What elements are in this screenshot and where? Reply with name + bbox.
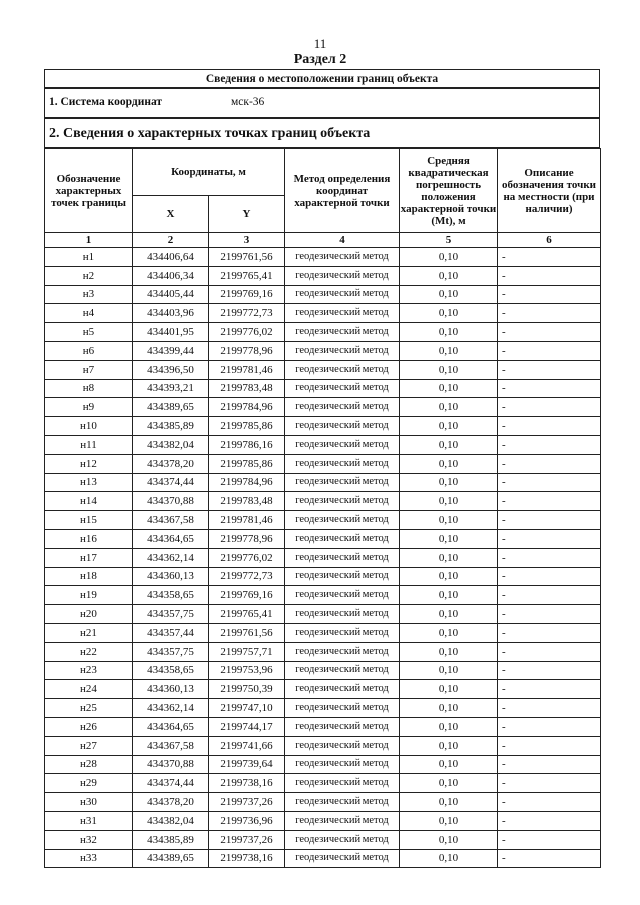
table-row [45,830,601,849]
x-coordinate-cell: 434364,65 [133,529,209,548]
method-cell: геодезический метод [285,492,400,511]
error-cell: 0,10 [400,736,498,755]
table-row [45,793,601,812]
x-coordinate-cell: 434393,21 [133,379,209,398]
method-cell: геодезический метод [285,285,400,304]
error-cell: 0,10 [400,360,498,379]
table-row [45,623,601,642]
table-row [45,548,601,567]
description-cell: - [498,435,601,454]
points-heading-row [44,118,600,148]
x-coordinate-cell: 434367,58 [133,736,209,755]
page-number: 11 [313,36,327,51]
x-coordinate-cell: 434367,58 [133,511,209,530]
method-cell: геодезический метод [285,398,400,417]
x-coordinate-cell: 434358,65 [133,661,209,680]
table-row [45,492,601,511]
header-error: Средняя квадратическая погрешность положения характерной точки (Mt), м [400,149,498,233]
x-coordinate-cell: 434405,44 [133,285,209,304]
y-coordinate-cell: 2199765,41 [209,605,285,624]
point-id-cell: н32 [45,830,133,849]
point-id-cell: н3 [45,285,133,304]
error-cell: 0,10 [400,699,498,718]
method-cell: геодезический метод [285,699,400,718]
y-coordinate-cell: 2199772,73 [209,304,285,323]
method-cell: геодезический метод [285,304,400,323]
y-coordinate-cell: 2199741,66 [209,736,285,755]
table-row [45,699,601,718]
x-coordinate-cell: 434378,20 [133,454,209,473]
table-row [45,586,601,605]
point-id-cell: н30 [45,793,133,812]
column-number: 5 [400,233,498,248]
error-cell: 0,10 [400,793,498,812]
point-id-cell: н2 [45,266,133,285]
table-row [45,473,601,492]
description-cell: - [498,379,601,398]
method-cell: геодезический метод [285,811,400,830]
table-row [45,454,601,473]
table-row [45,417,601,436]
point-id-cell: н18 [45,567,133,586]
point-id-cell: н33 [45,849,133,868]
description-cell: - [498,304,601,323]
x-coordinate-cell: 434401,95 [133,323,209,342]
table-row [45,511,601,530]
y-coordinate-cell: 2199761,56 [209,623,285,642]
x-coordinate-cell: 434389,65 [133,398,209,417]
description-cell: - [498,830,601,849]
description-cell: - [498,680,601,699]
table-row [45,661,601,680]
y-coordinate-cell: 2199761,56 [209,248,285,267]
y-coordinate-cell: 2199781,46 [209,511,285,530]
table-row [45,717,601,736]
description-cell: - [498,248,601,267]
description-cell: - [498,642,601,661]
x-coordinate-cell: 434358,65 [133,586,209,605]
error-cell: 0,10 [400,717,498,736]
y-coordinate-cell: 2199737,26 [209,830,285,849]
y-coordinate-cell: 2199753,96 [209,661,285,680]
y-coordinate-cell: 2199747,10 [209,699,285,718]
error-cell: 0,10 [400,642,498,661]
description-cell: - [498,793,601,812]
point-id-cell: н27 [45,736,133,755]
description-cell: - [498,341,601,360]
description-cell: - [498,323,601,342]
description-cell: - [498,567,601,586]
error-cell: 0,10 [400,529,498,548]
description-cell: - [498,398,601,417]
method-cell: геодезический метод [285,623,400,642]
table-row [45,736,601,755]
x-coordinate-cell: 434382,04 [133,435,209,454]
x-coordinate-cell: 434374,44 [133,473,209,492]
method-cell: геодезический метод [285,266,400,285]
error-cell: 0,10 [400,398,498,417]
description-cell: - [498,699,601,718]
description-cell: - [498,360,601,379]
column-number: 6 [498,233,601,248]
table-row [45,304,601,323]
error-cell: 0,10 [400,285,498,304]
x-coordinate-cell: 434389,65 [133,849,209,868]
point-id-cell: н19 [45,586,133,605]
method-cell: геодезический метод [285,849,400,868]
method-cell: геодезический метод [285,793,400,812]
table-row [45,680,601,699]
coord-system-value: мск-36 [231,96,265,108]
x-coordinate-cell: 434370,88 [133,755,209,774]
description-cell: - [498,623,601,642]
table-row [45,849,601,868]
description-cell: - [498,736,601,755]
description-cell: - [498,285,601,304]
method-cell: геодезический метод [285,341,400,360]
x-coordinate-cell: 434370,88 [133,492,209,511]
method-cell: геодезический метод [285,323,400,342]
point-id-cell: н8 [45,379,133,398]
y-coordinate-cell: 2199757,71 [209,642,285,661]
error-cell: 0,10 [400,548,498,567]
description-cell: - [498,755,601,774]
point-id-cell: н29 [45,774,133,793]
description-cell: - [498,849,601,868]
header-x: X [133,196,209,233]
error-cell: 0,10 [400,511,498,530]
point-id-cell: н21 [45,623,133,642]
table-row [45,642,601,661]
error-cell: 0,10 [400,830,498,849]
error-cell: 0,10 [400,755,498,774]
y-coordinate-cell: 2199765,41 [209,266,285,285]
x-coordinate-cell: 434399,44 [133,341,209,360]
point-id-cell: н23 [45,661,133,680]
point-id-cell: н28 [45,755,133,774]
x-coordinate-cell: 434360,13 [133,680,209,699]
error-cell: 0,10 [400,567,498,586]
y-coordinate-cell: 2199737,26 [209,793,285,812]
description-cell: - [498,661,601,680]
description-cell: - [498,717,601,736]
x-coordinate-cell: 434406,34 [133,266,209,285]
x-coordinate-cell: 434385,89 [133,417,209,436]
description-cell: - [498,266,601,285]
point-id-cell: н7 [45,360,133,379]
error-cell: 0,10 [400,417,498,436]
x-coordinate-cell: 434382,04 [133,811,209,830]
error-cell: 0,10 [400,623,498,642]
x-coordinate-cell: 434357,44 [133,623,209,642]
point-id-cell: н9 [45,398,133,417]
method-cell: геодезический метод [285,680,400,699]
point-id-cell: н24 [45,680,133,699]
point-id-cell: н26 [45,717,133,736]
error-cell: 0,10 [400,435,498,454]
point-id-cell: н12 [45,454,133,473]
point-id-cell: н13 [45,473,133,492]
y-coordinate-cell: 2199738,16 [209,774,285,793]
point-id-cell: н11 [45,435,133,454]
table-row [45,811,601,830]
x-coordinate-cell: 434406,64 [133,248,209,267]
method-cell: геодезический метод [285,454,400,473]
error-cell: 0,10 [400,680,498,699]
header-y: Y [209,196,285,233]
column-number: 3 [209,233,285,248]
error-cell: 0,10 [400,811,498,830]
table-row [45,774,601,793]
method-cell: геодезический метод [285,529,400,548]
y-coordinate-cell: 2199785,86 [209,454,285,473]
description-cell: - [498,811,601,830]
error-cell: 0,10 [400,304,498,323]
error-cell: 0,10 [400,454,498,473]
section-title: Раздел 2 [293,52,347,67]
error-cell: 0,10 [400,323,498,342]
table-row [45,379,601,398]
table-row [45,567,601,586]
method-cell: геодезический метод [285,473,400,492]
x-coordinate-cell: 434364,65 [133,717,209,736]
x-coordinate-cell: 434374,44 [133,774,209,793]
method-cell: геодезический метод [285,586,400,605]
point-id-cell: н15 [45,511,133,530]
description-cell: - [498,417,601,436]
y-coordinate-cell: 2199784,96 [209,473,285,492]
method-cell: геодезический метод [285,736,400,755]
error-cell: 0,10 [400,774,498,793]
point-id-cell: н20 [45,605,133,624]
y-coordinate-cell: 2199738,16 [209,849,285,868]
y-coordinate-cell: 2199786,16 [209,435,285,454]
x-coordinate-cell: 434362,14 [133,548,209,567]
error-cell: 0,10 [400,605,498,624]
error-cell: 0,10 [400,492,498,511]
x-coordinate-cell: 434403,96 [133,304,209,323]
error-cell: 0,10 [400,266,498,285]
error-cell: 0,10 [400,248,498,267]
y-coordinate-cell: 2199739,64 [209,755,285,774]
table-row [45,755,601,774]
method-cell: геодезический метод [285,567,400,586]
method-cell: геодезический метод [285,661,400,680]
point-id-cell: н14 [45,492,133,511]
method-cell: геодезический метод [285,511,400,530]
x-coordinate-cell: 434357,75 [133,605,209,624]
table-row [45,323,601,342]
y-coordinate-cell: 2199776,02 [209,323,285,342]
error-cell: 0,10 [400,473,498,492]
y-coordinate-cell: 2199776,02 [209,548,285,567]
x-coordinate-cell: 434362,14 [133,699,209,718]
column-number: 1 [45,233,133,248]
method-cell: геодезический метод [285,830,400,849]
y-coordinate-cell: 2199769,16 [209,586,285,605]
table-row [45,529,601,548]
error-cell: 0,10 [400,661,498,680]
method-cell: геодезический метод [285,755,400,774]
y-coordinate-cell: 2199736,96 [209,811,285,830]
header-method: Метод определения координат характерной точки [285,149,400,233]
description-cell: - [498,605,601,624]
x-coordinate-cell: 434385,89 [133,830,209,849]
column-number: 4 [285,233,400,248]
table-row [45,435,601,454]
y-coordinate-cell: 2199784,96 [209,398,285,417]
x-coordinate-cell: 434357,75 [133,642,209,661]
x-coordinate-cell: 434360,13 [133,567,209,586]
y-coordinate-cell: 2199744,17 [209,717,285,736]
column-number-row [45,233,601,248]
method-cell: геодезический метод [285,717,400,736]
table-row [45,248,601,267]
table-row [45,360,601,379]
points-heading: 2. Сведения о характерных точках границ объекта [49,126,371,141]
table-row [45,285,601,304]
method-cell: геодезический метод [285,435,400,454]
point-id-cell: н5 [45,323,133,342]
y-coordinate-cell: 2199781,46 [209,360,285,379]
y-coordinate-cell: 2199750,39 [209,680,285,699]
table-row [45,398,601,417]
description-cell: - [498,548,601,567]
point-id-cell: н1 [45,248,133,267]
point-id-cell: н10 [45,417,133,436]
y-coordinate-cell: 2199772,73 [209,567,285,586]
method-cell: геодезический метод [285,605,400,624]
header-description: Описание обозначения точки на местности (при наличии) [498,149,601,233]
error-cell: 0,10 [400,379,498,398]
x-coordinate-cell: 434396,50 [133,360,209,379]
points-table [44,148,601,868]
coord-system-row [44,88,600,118]
point-id-cell: н22 [45,642,133,661]
description-cell: - [498,511,601,530]
y-coordinate-cell: 2199769,16 [209,285,285,304]
method-cell: геодезический метод [285,774,400,793]
point-id-cell: н4 [45,304,133,323]
point-id-cell: н6 [45,341,133,360]
y-coordinate-cell: 2199783,48 [209,492,285,511]
y-coordinate-cell: 2199778,96 [209,529,285,548]
column-number: 2 [133,233,209,248]
location-heading: Сведения о местоположении границ объекта [44,69,600,88]
description-cell: - [498,454,601,473]
error-cell: 0,10 [400,849,498,868]
y-coordinate-cell: 2199783,48 [209,379,285,398]
description-cell: - [498,473,601,492]
method-cell: геодезический метод [285,548,400,567]
x-coordinate-cell: 434378,20 [133,793,209,812]
method-cell: геодезический метод [285,360,400,379]
description-cell: - [498,492,601,511]
description-cell: - [498,586,601,605]
table-row [45,266,601,285]
description-cell: - [498,529,601,548]
point-id-cell: н17 [45,548,133,567]
method-cell: геодезический метод [285,417,400,436]
points-table-body [45,248,601,868]
point-id-cell: н31 [45,811,133,830]
header-coordinates: Координаты, м [133,149,285,196]
point-id-cell: н16 [45,529,133,548]
error-cell: 0,10 [400,341,498,360]
point-id-cell: н25 [45,699,133,718]
error-cell: 0,10 [400,586,498,605]
method-cell: геодезический метод [285,379,400,398]
method-cell: геодезический метод [285,248,400,267]
table-row [45,341,601,360]
y-coordinate-cell: 2199785,86 [209,417,285,436]
method-cell: геодезический метод [285,642,400,661]
coord-system-label: 1. Система координат [49,96,163,108]
description-cell: - [498,774,601,793]
y-coordinate-cell: 2199778,96 [209,341,285,360]
table-row [45,605,601,624]
header-designation: Обозначение характерных точек границы [45,149,133,233]
